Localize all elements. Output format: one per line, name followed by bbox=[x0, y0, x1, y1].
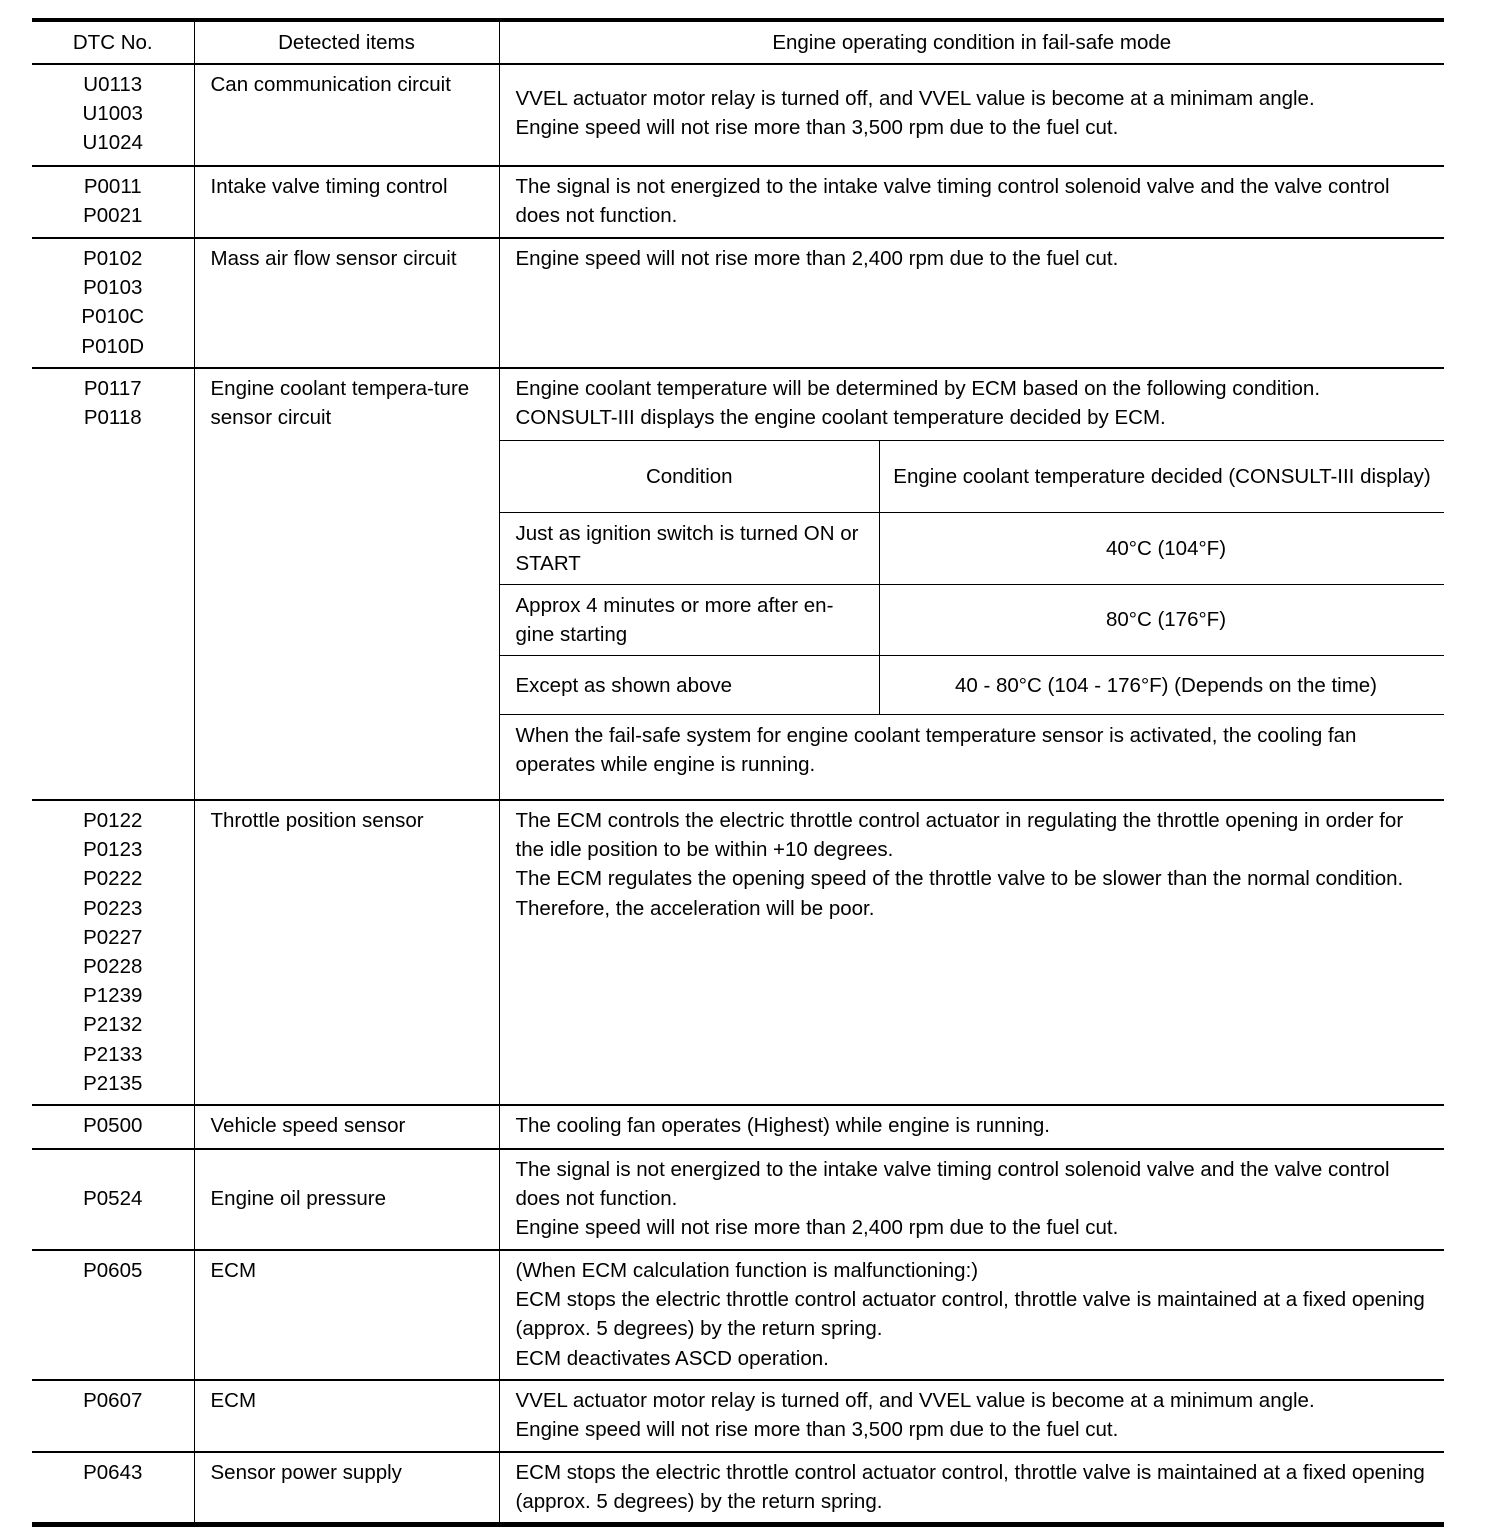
dtc-code: U0113 bbox=[83, 73, 143, 96]
condition-text: The signal is not energized to the intake valve timing control solenoid valve and the valve control does not function. bbox=[515, 175, 1390, 228]
dtc-code: P1239 bbox=[83, 984, 143, 1008]
condition-text: The ECM controls the electric throttle control actuator in regulating the throttle opening in order for the idle position to be within +10 degrees. bbox=[515, 809, 1404, 862]
dtc-code: P0103 bbox=[83, 276, 143, 300]
dtc-code: P2133 bbox=[83, 1042, 143, 1066]
subtable-condition: Except as shown above bbox=[500, 656, 880, 715]
table-row bbox=[32, 800, 1444, 1105]
table-row bbox=[32, 1149, 1444, 1250]
subtable-row bbox=[500, 513, 1445, 584]
detected-item: Intake valve timing control bbox=[194, 166, 499, 238]
condition-text: The signal is not energized to the intake valve timing control solenoid valve and the valve control does not function. bbox=[515, 1158, 1390, 1211]
table-row bbox=[32, 1250, 1444, 1380]
engine-condition bbox=[499, 1452, 1444, 1525]
dtc-cell bbox=[32, 368, 194, 800]
dtc-cell bbox=[32, 1105, 194, 1149]
table-header bbox=[32, 20, 1444, 64]
detected-item: Mass air flow sensor circuit bbox=[194, 238, 499, 368]
engine-condition bbox=[499, 64, 1444, 166]
engine-condition bbox=[499, 1250, 1444, 1380]
header-dtc: DTC No. bbox=[72, 30, 153, 54]
dtc-code: P0500 bbox=[83, 1114, 143, 1138]
condition-text: (When ECM calculation function is malfunctioning:) bbox=[515, 1259, 979, 1283]
detected-item: Throttle position sensor bbox=[194, 800, 499, 1105]
dtc-code: P2135 bbox=[83, 1071, 143, 1095]
detected-item: ECM bbox=[194, 1380, 499, 1452]
subtable-header-condition: Condition bbox=[500, 441, 880, 513]
dtc-code: P0222 bbox=[83, 867, 143, 891]
dtc-cell bbox=[32, 1452, 194, 1525]
table-body bbox=[32, 64, 1444, 1525]
subtable-header-temperature: Engine coolant temperature decided (CONSULT-III display) bbox=[880, 441, 1445, 513]
table-row bbox=[32, 1380, 1444, 1452]
dtc-cell bbox=[32, 1380, 194, 1452]
dtc-cell bbox=[32, 1149, 194, 1250]
dtc-cell bbox=[32, 64, 194, 166]
engine-condition bbox=[499, 238, 1444, 368]
subtable-header bbox=[500, 441, 1445, 513]
coolant-temperature-subtable bbox=[500, 440, 1445, 789]
dtc-code: U1003 bbox=[82, 102, 143, 126]
dtc-code: U1024 bbox=[82, 131, 143, 155]
subtable-temperature: 40 - 80°C (104 - 176°F) (Depends on the time) bbox=[880, 656, 1445, 715]
dtc-code: P0607 bbox=[83, 1389, 143, 1413]
dtc-code: P0524 bbox=[83, 1187, 143, 1211]
dtc-code: P0102 bbox=[83, 247, 143, 270]
detected-item: Sensor power supply bbox=[194, 1452, 499, 1525]
condition-text: Engine speed will not rise more than 3,500 rpm due to the fuel cut. bbox=[515, 116, 1119, 140]
dtc-code: P0223 bbox=[83, 896, 143, 920]
condition-text: The ECM regulates the opening speed of the throttle valve to be slower than the normal condition. bbox=[515, 867, 1404, 891]
table-row bbox=[32, 1105, 1444, 1149]
table-row bbox=[32, 368, 1444, 800]
coolant-note: When the fail-safe system for engine coolant temperature sensor is activated, the cooling fan operates while engine is running. bbox=[500, 715, 1445, 790]
dtc-code: P0011 bbox=[83, 175, 142, 198]
condition-text: Therefore, the acceleration will be poor. bbox=[515, 896, 875, 920]
dtc-cell bbox=[32, 238, 194, 368]
condition-text: Engine speed will not rise more than 2,400 rpm due to the fuel cut. bbox=[515, 1216, 1119, 1240]
condition-text: ECM deactivates ASCD operation. bbox=[515, 1346, 829, 1370]
subtable-row bbox=[500, 656, 1445, 715]
subtable-condition: Approx 4 minutes or more after en-gine starting bbox=[500, 584, 880, 655]
dtc-cell bbox=[32, 166, 194, 238]
dtc-code: P010C bbox=[81, 305, 145, 329]
dtc-code: P0117 bbox=[83, 377, 142, 400]
condition-text: Engine speed will not rise more than 3,500 rpm due to the fuel cut. bbox=[515, 1418, 1119, 1442]
condition-text: VVEL actuator motor relay is turned off, and VVEL value is become at a minimam angle. bbox=[515, 87, 1315, 110]
dtc-code: P0643 bbox=[83, 1461, 143, 1485]
detected-item: Engine oil pressure bbox=[194, 1149, 499, 1250]
subtable-condition: Just as ignition switch is turned ON or START bbox=[500, 513, 880, 584]
dtc-code: P0123 bbox=[83, 838, 143, 862]
condition-text: ECM stops the electric throttle control actuator control, throttle valve is maintained at a fixed opening (approx. 5 degrees) by the return spring. bbox=[515, 1288, 1425, 1341]
subtable-row bbox=[500, 584, 1445, 655]
dtc-code: P010D bbox=[81, 334, 145, 358]
dtc-code: P0118 bbox=[83, 406, 142, 430]
header-detected-items: Detected items bbox=[194, 20, 499, 64]
dtc-code: P0605 bbox=[83, 1259, 143, 1283]
condition-text: The cooling fan operates (Highest) while engine is running. bbox=[515, 1114, 1050, 1138]
condition-text: Engine coolant temperature will be determined by ECM based on the following condition. bbox=[515, 377, 1321, 400]
engine-condition bbox=[499, 800, 1444, 1105]
dtc-cell bbox=[32, 800, 194, 1105]
dtc-cell bbox=[32, 1250, 194, 1380]
subtable-temperature: 80°C (176°F) bbox=[880, 584, 1445, 655]
detected-item: Can communication circuit bbox=[194, 64, 499, 166]
dtc-code: P2132 bbox=[83, 1013, 143, 1037]
dtc-code: P0227 bbox=[83, 925, 143, 949]
condition-text: ECM stops the electric throttle control actuator control, throttle valve is maintained at a fixed opening (approx. 5 degrees) by the return spring. bbox=[515, 1461, 1425, 1514]
condition-text: CONSULT-III displays the engine coolant temperature decided by ECM. bbox=[515, 406, 1166, 430]
engine-condition bbox=[499, 368, 1444, 800]
detected-item: Vehicle speed sensor bbox=[194, 1105, 499, 1149]
engine-condition bbox=[499, 1105, 1444, 1149]
dtc-code: P0122 bbox=[83, 809, 143, 832]
table-row bbox=[32, 64, 1444, 166]
subtable-temperature: 40°C (104°F) bbox=[880, 513, 1445, 584]
detected-item: ECM bbox=[194, 1250, 499, 1380]
detected-item: Engine coolant tempera-ture sensor circuit bbox=[194, 368, 499, 800]
engine-condition bbox=[499, 1380, 1444, 1452]
condition-text: VVEL actuator motor relay is turned off, and VVEL value is become at a minimum angle. bbox=[515, 1389, 1315, 1413]
subtable-note-row bbox=[500, 715, 1445, 790]
condition-text: Engine speed will not rise more than 2,400 rpm due to the fuel cut. bbox=[515, 247, 1119, 270]
fail-safe-table bbox=[32, 18, 1444, 1527]
engine-condition bbox=[499, 166, 1444, 238]
table-row bbox=[32, 238, 1444, 368]
dtc-code: P0021 bbox=[83, 204, 143, 228]
engine-condition bbox=[499, 1149, 1444, 1250]
table-row bbox=[32, 166, 1444, 238]
table-row bbox=[32, 1452, 1444, 1525]
header-engine-condition: Engine operating condition in fail-safe mode bbox=[499, 20, 1444, 64]
dtc-code: P0228 bbox=[83, 955, 143, 979]
